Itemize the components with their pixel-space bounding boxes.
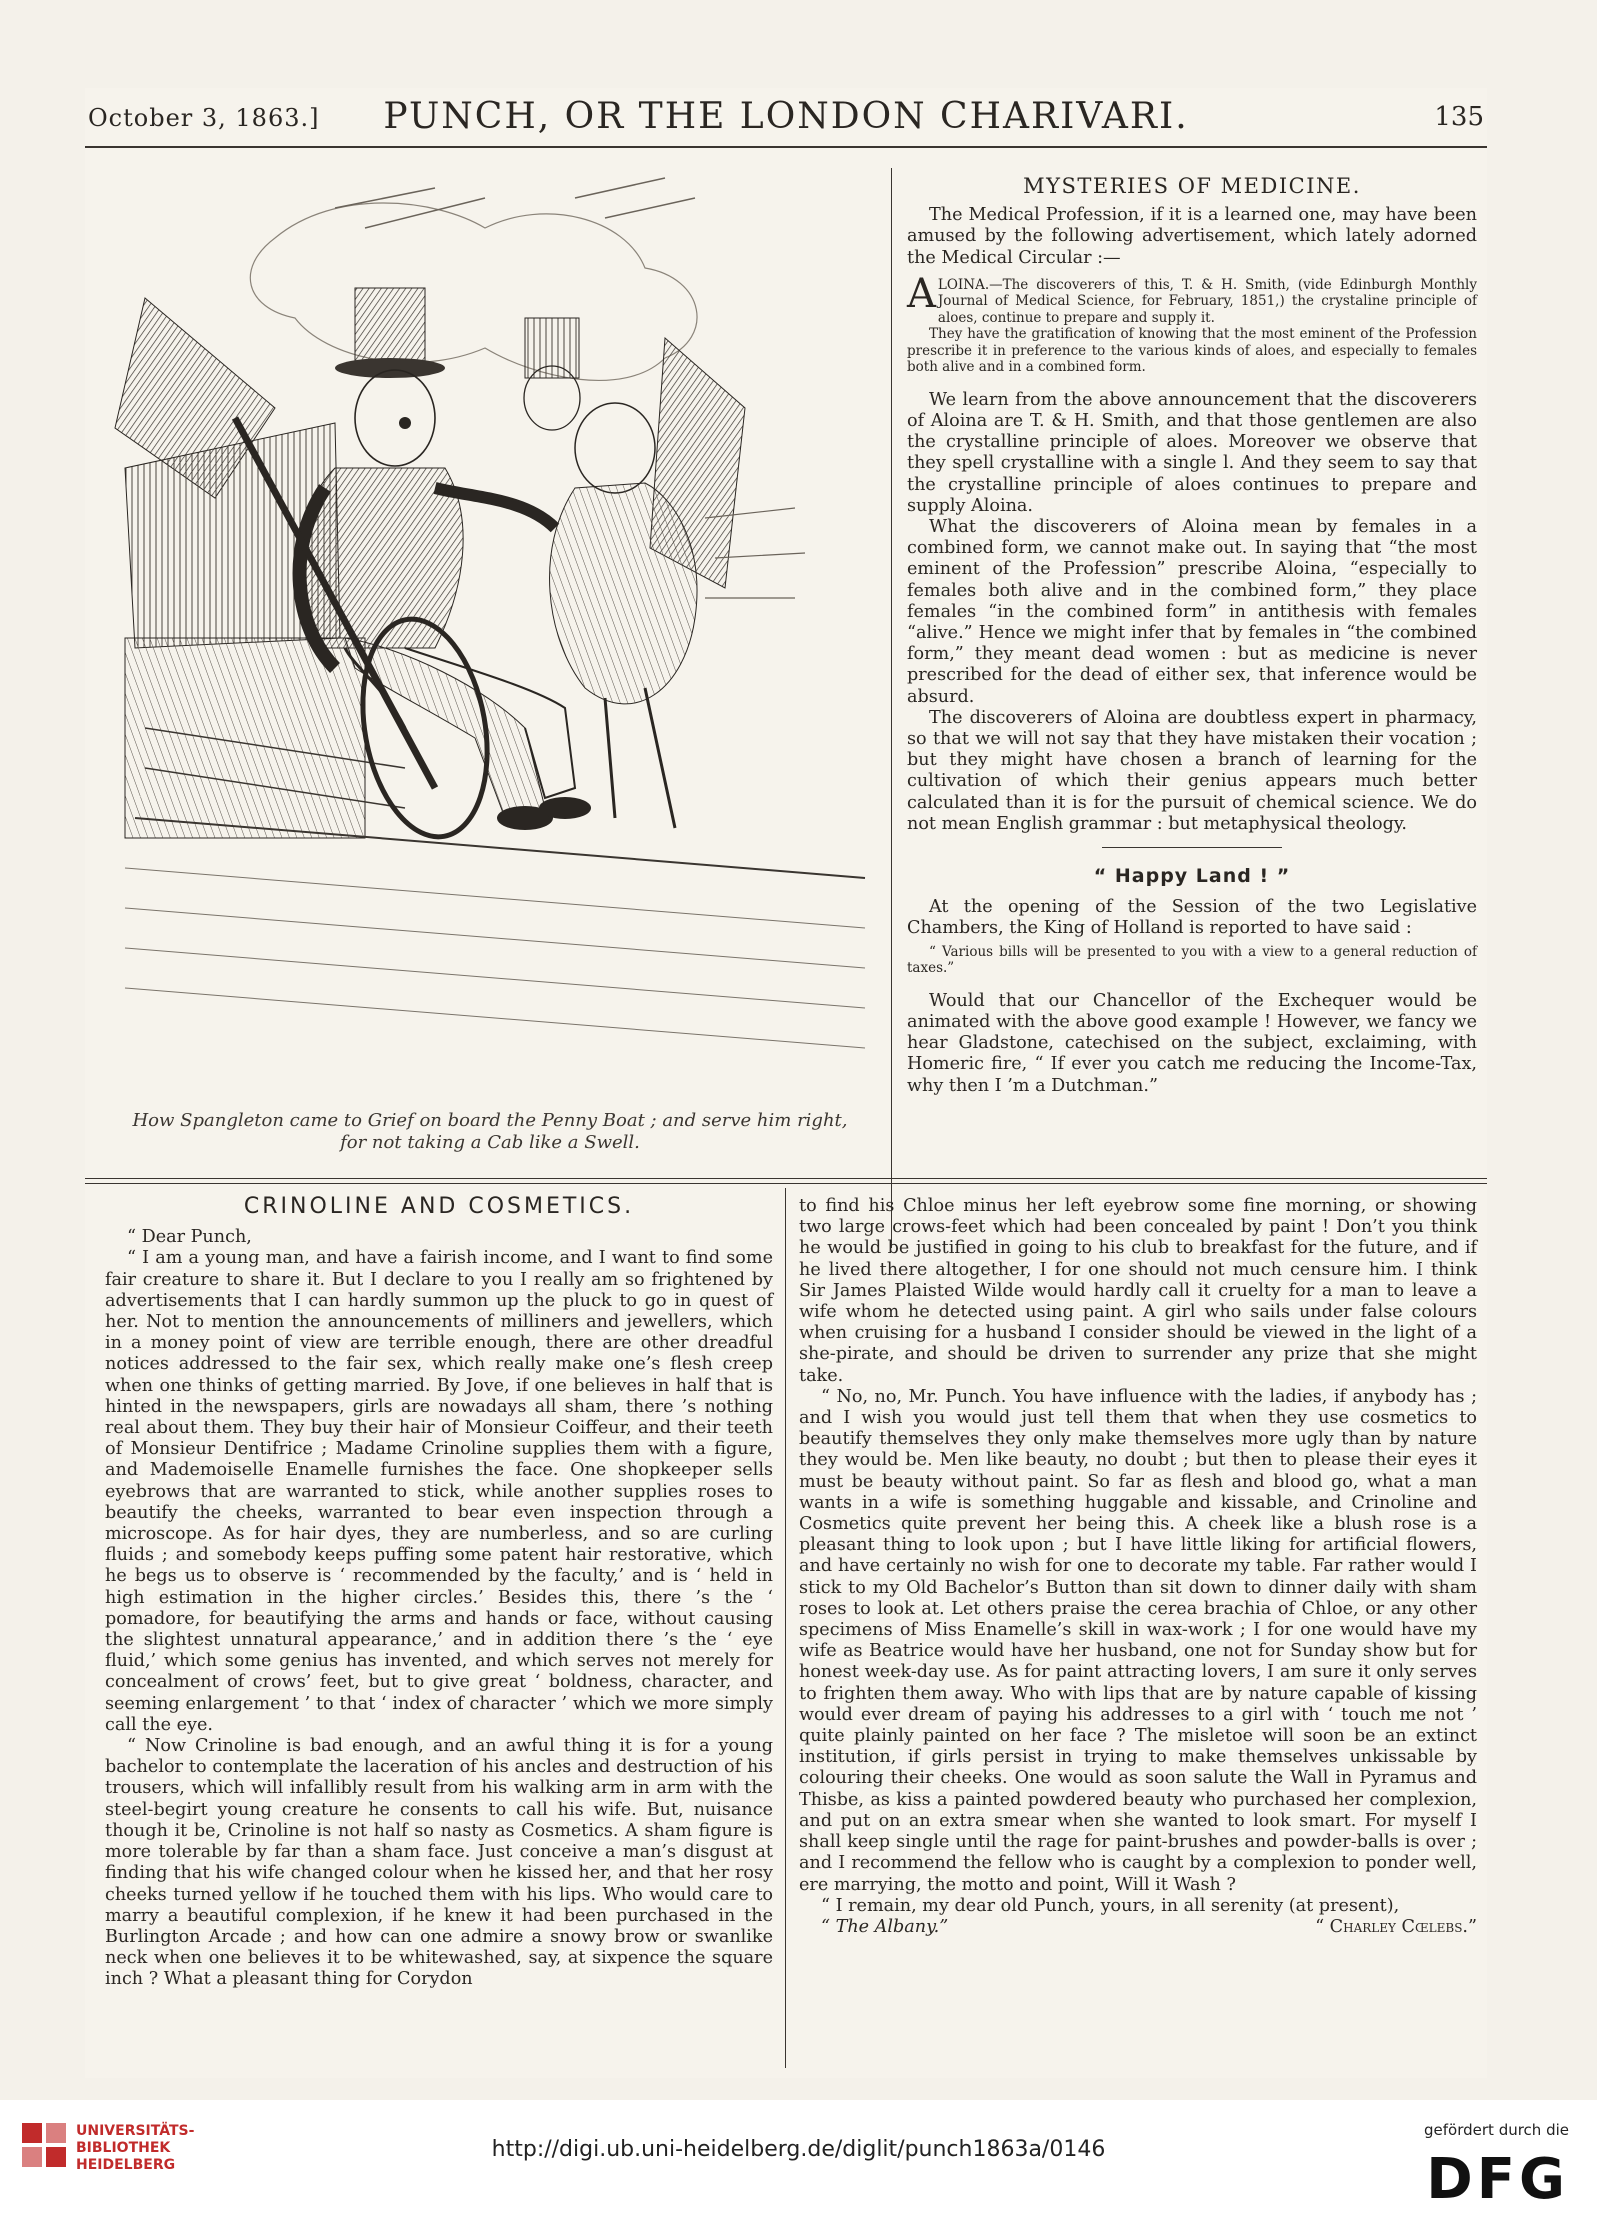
signature-place: “ The Albany.” [821, 1916, 949, 1937]
caption-line-2: for not taking a Cab like a Swell. [340, 1132, 640, 1153]
newspaper-page [85, 88, 1487, 2078]
funded-by-label: gefördert durch die [1424, 2121, 1569, 2139]
crinoline-heading: CRINOLINE AND COSMETICS. [243, 1194, 635, 1219]
happy-land-heading: “ Happy Land ! ” [1093, 865, 1291, 888]
advert-dropcap: A [907, 270, 936, 317]
aloina-advertisement [907, 270, 1477, 376]
crinoline-column-left [105, 1196, 773, 1991]
mysteries-paragraph-2: What the discoverers of Aloina mean by females in a combined form, we cannot make out. In saying that “the most eminent of the Profession” prescribe Aloina, “especially to females both alive and in the combined form,” they place females “in the combined form” in antithesis with females “alive.” Hence we might infer that by females in “the combined form,” they meant dead women : but as medicine is never prescribed for the dead of either sex, that inference would be absurd. [907, 517, 1477, 707]
crinoline-salutation: “ Dear Punch, [127, 1227, 252, 1248]
illustration-caption [105, 1110, 875, 1154]
mysteries-intro: The Medical Profession, if it is a learned one, may have been amused by the following advertisement, which lately adorned the Medical Circular :— [907, 205, 1477, 268]
library-name-line-1: UNIVERSITÄTS- [76, 2123, 195, 2139]
mysteries-paragraph-1: We learn from the above announcement that the discoverers of Aloina are T. & H. Smith, and that those gentlemen are also the crystalline principle of aloes. Moreover we observe that they spell crystalline with a single l. And they seem to say that the crystalline principle of aloes continues to prepare and supply Aloina. [907, 389, 1477, 516]
crinoline-paragraph-1: “ I am a young man, and have a fairish income, and I want to find some fair creature to share it. But I declare to you I really am so frightened by advertisements that I can hardly summon up the pluck to go in quest of her. Not to mention the announcements of milliners and jewellers, which in a money point of view are terrible enough, there are other dreadful notices addressed to the fair sex, which really make one’s flesh creep when one thinks of getting married. By Jove, if one believes in half that is hinted in the newspapers, girls are nowadays all sham, there ’s nothing real about them. They buy their hair of Monsieur Coiffeur, and their teeth of Monsieur Dentifrice ; Madame Crinoline supplies them with a figure, and Mademoiselle Enamelle furnishes the face. One shopkeeper sells eyebrows that are warranted to stick, while another supplies roses to beautify the cheeks, warranted to bear even inspection through a microscope. As for hair dyes, they are numberless, and so are curling fluids ; and somebody keeps puffing some patent hair restorative, which he begs us to observe is ‘ recommended by the faculty,’ and is ‘ held in high estimation in the higher circles.’ Besides this, there ’s the ‘ pomadore, for beautifying the arms and hands or face, without causing the slightest unnatural appearance,’ and in addition there ’s the ‘ eye fluid,’ which some genius has invented, and which serves not merely for concealment of crows’ feet, but to give great ‘ boldness, character, and seeming enlargement ’ to that ‘ index of character ’ which we more simply call the eye. [105, 1248, 773, 1735]
crinoline-paragraph-4: “ No, no, Mr. Punch. You have influence with the ladies, if anybody has ; and I wish you would just tell them that when they use cosmetics to beautify themselves they only make themselves more ugly than by nature they would be. Men like beauty, no doubt ; but then to please their eyes it must be beauty without paint. So far as flesh and blood go, what a man wants in a wife is something huggable and kissable, and Crinoline and Cosmetics quite prevent her being this. A cheek like a blush rose is a pleasant thing to look upon ; but I have little liking for artificial flowers, and have certainly no wish for one to decorate my table. Far rather would I stick to my Old Bachelor’s Button than sit down to dinner daily with sham roses to look at. Let others praise the cerea brachia of Chloe, or any other specimens of Miss Enamelle’s skill in wax-work ; I for one would have my wife as Beatrice would have her husband, one not for Sunday show but for honest week-day use. As for paint attracting lovers, I am sure it only serves to frighten them away. Who with lips that are by nature capable of kissing would ever dream of paying his addresses to a girl with ‘ touch me not ’ quite plainly painted on her face ? The misletoe will soon be an extinct institution, if girls persist in trying to make themselves unkissable by colouring their cheeks. One would as soon salute the Wall in Pyramus and Thisbe, as kiss a painted powdered beauty who purchased her complexion, and put on an extra smear when she wanted to look smart. For myself I shall keep single until the rage for paint-brushes and powder-balls is over ; and I recommend the fellow who is caught by a complexion to ponder well, ere marrying, the motto and point, Will it Wash ? [799, 1386, 1477, 1895]
signature-name: “ Charley Cœlebs.” [1315, 1916, 1477, 1937]
happy-land-paragraph-1: At the opening of the Session of the two Legislative Chambers, the King of Holland is reported to have said : [907, 897, 1477, 939]
happy-land-paragraph-2: Would that our Chancellor of the Exchequer would be animated with the above good example ! However, we fancy we hear Gladstone, catechised on the subject, exclaiming, with Homeric fire, “ If ever you catch me reducing the Income-Tax, why then I ’m a Dutchman.” [907, 990, 1477, 1096]
mysteries-column [907, 176, 1477, 1097]
advert-text-2: They have the gratification of knowing that the most eminent of the Profession prescribe it in preference to the various kinds of aloes, and especially to females both alive and in a combined form. [907, 326, 1477, 376]
mysteries-paragraph-3: The discoverers of Aloina are doubtless expert in pharmacy, so that we will not say that they have mistaken their vocation ; but they might have chosen a branch of learning for the cultivation of which their genius appears much better calculated than it is for the pursuit of chemical science. We do not mean English grammar : but metaphysical theology. [907, 707, 1477, 834]
happy-land-quote: “ Various bills will be presented to you with a view to a general reduction of taxes.” [907, 943, 1477, 977]
digital-library-footer [0, 2107, 1597, 2229]
page-header [85, 88, 1487, 148]
masthead-title: PUNCH, OR THE LONDON CHARIVARI. [383, 96, 1189, 137]
permalink-url[interactable]: http://digi.ub.uni-heidelberg.de/diglit/punch1863a/0146 [491, 2137, 1106, 2162]
caption-line-1: How Spangleton came to Grief on board the Penny Boat ; and serve him right, [132, 1110, 848, 1131]
dfg-logo: DFG [1426, 2147, 1569, 2212]
crinoline-closing: “ I remain, my dear old Punch, yours, in all serenity (at present), [821, 1895, 1400, 1916]
crinoline-paragraph-2: “ Now Crinoline is bad enough, and an awful thing it is for a young bachelor to contemplate the laceration of his ancles and destruction of his trousers, which will infallibly result from his walking arm in arm with the steel-begirt young creature he consents to call his wife. But, nuisance though it be, Crinoline is not half so nasty as Cosmetics. A sham figure is more tolerable by far than a sham face. Just conceive a man’s disgust at finding that his wife changed colour when he kissed her, and that her rosy cheeks turned yellow if he touched them with his lips. Who would care to marry a beautiful complexion, if he knew it had been purchased in the Burlington Arcade ; and how can one admire a snowy brow or swanlike neck when one believes it to be whitewashed, say, at sixpence the square inch ? What a pleasant thing for Corydon [105, 1736, 773, 1990]
column-divider-bottom [785, 1188, 786, 2068]
signature-line [799, 1917, 1477, 1938]
engraving-illustration [105, 168, 875, 1098]
mysteries-heading: MYSTERIES OF MEDICINE. [1023, 174, 1361, 198]
advert-text-1: LOINA.—The discoverers of this, T. & H. Smith, (vide Edinburgh Monthly Journal of Medical Science, for February, 1851,) the crystaline principle of aloes, continue to prepare and supply it. [937, 276, 1477, 326]
header-date: October 3, 1863.] [88, 104, 320, 132]
column-divider-top [891, 168, 892, 1248]
crinoline-column-right [799, 1196, 1477, 1938]
library-name-line-2: BIBLIOTHEK [76, 2140, 171, 2156]
library-name-line-3: HEIDELBERG [76, 2157, 176, 2173]
section-divider [85, 1178, 1487, 1184]
crinoline-paragraph-3: to find his Chloe minus her left eyebrow some fine morning, or showing two large crows-feet which had been concealed by paint ! Don’t you think he would be justified in going to his club to breakfast for the future, and if he lived there altogether, I for one should not much censure him. I think Sir James Plaisted Wilde would hardly call it cruelty for a man to leave a wife whom he detected using paint. A girl who sails under false colours when cruising for a husband I consider should be viewed in the light of a she-pirate, and should be driven to surrender any prize that she might take. [799, 1196, 1477, 1386]
article-separator [1102, 847, 1282, 848]
page-number: 135 [1434, 102, 1484, 132]
